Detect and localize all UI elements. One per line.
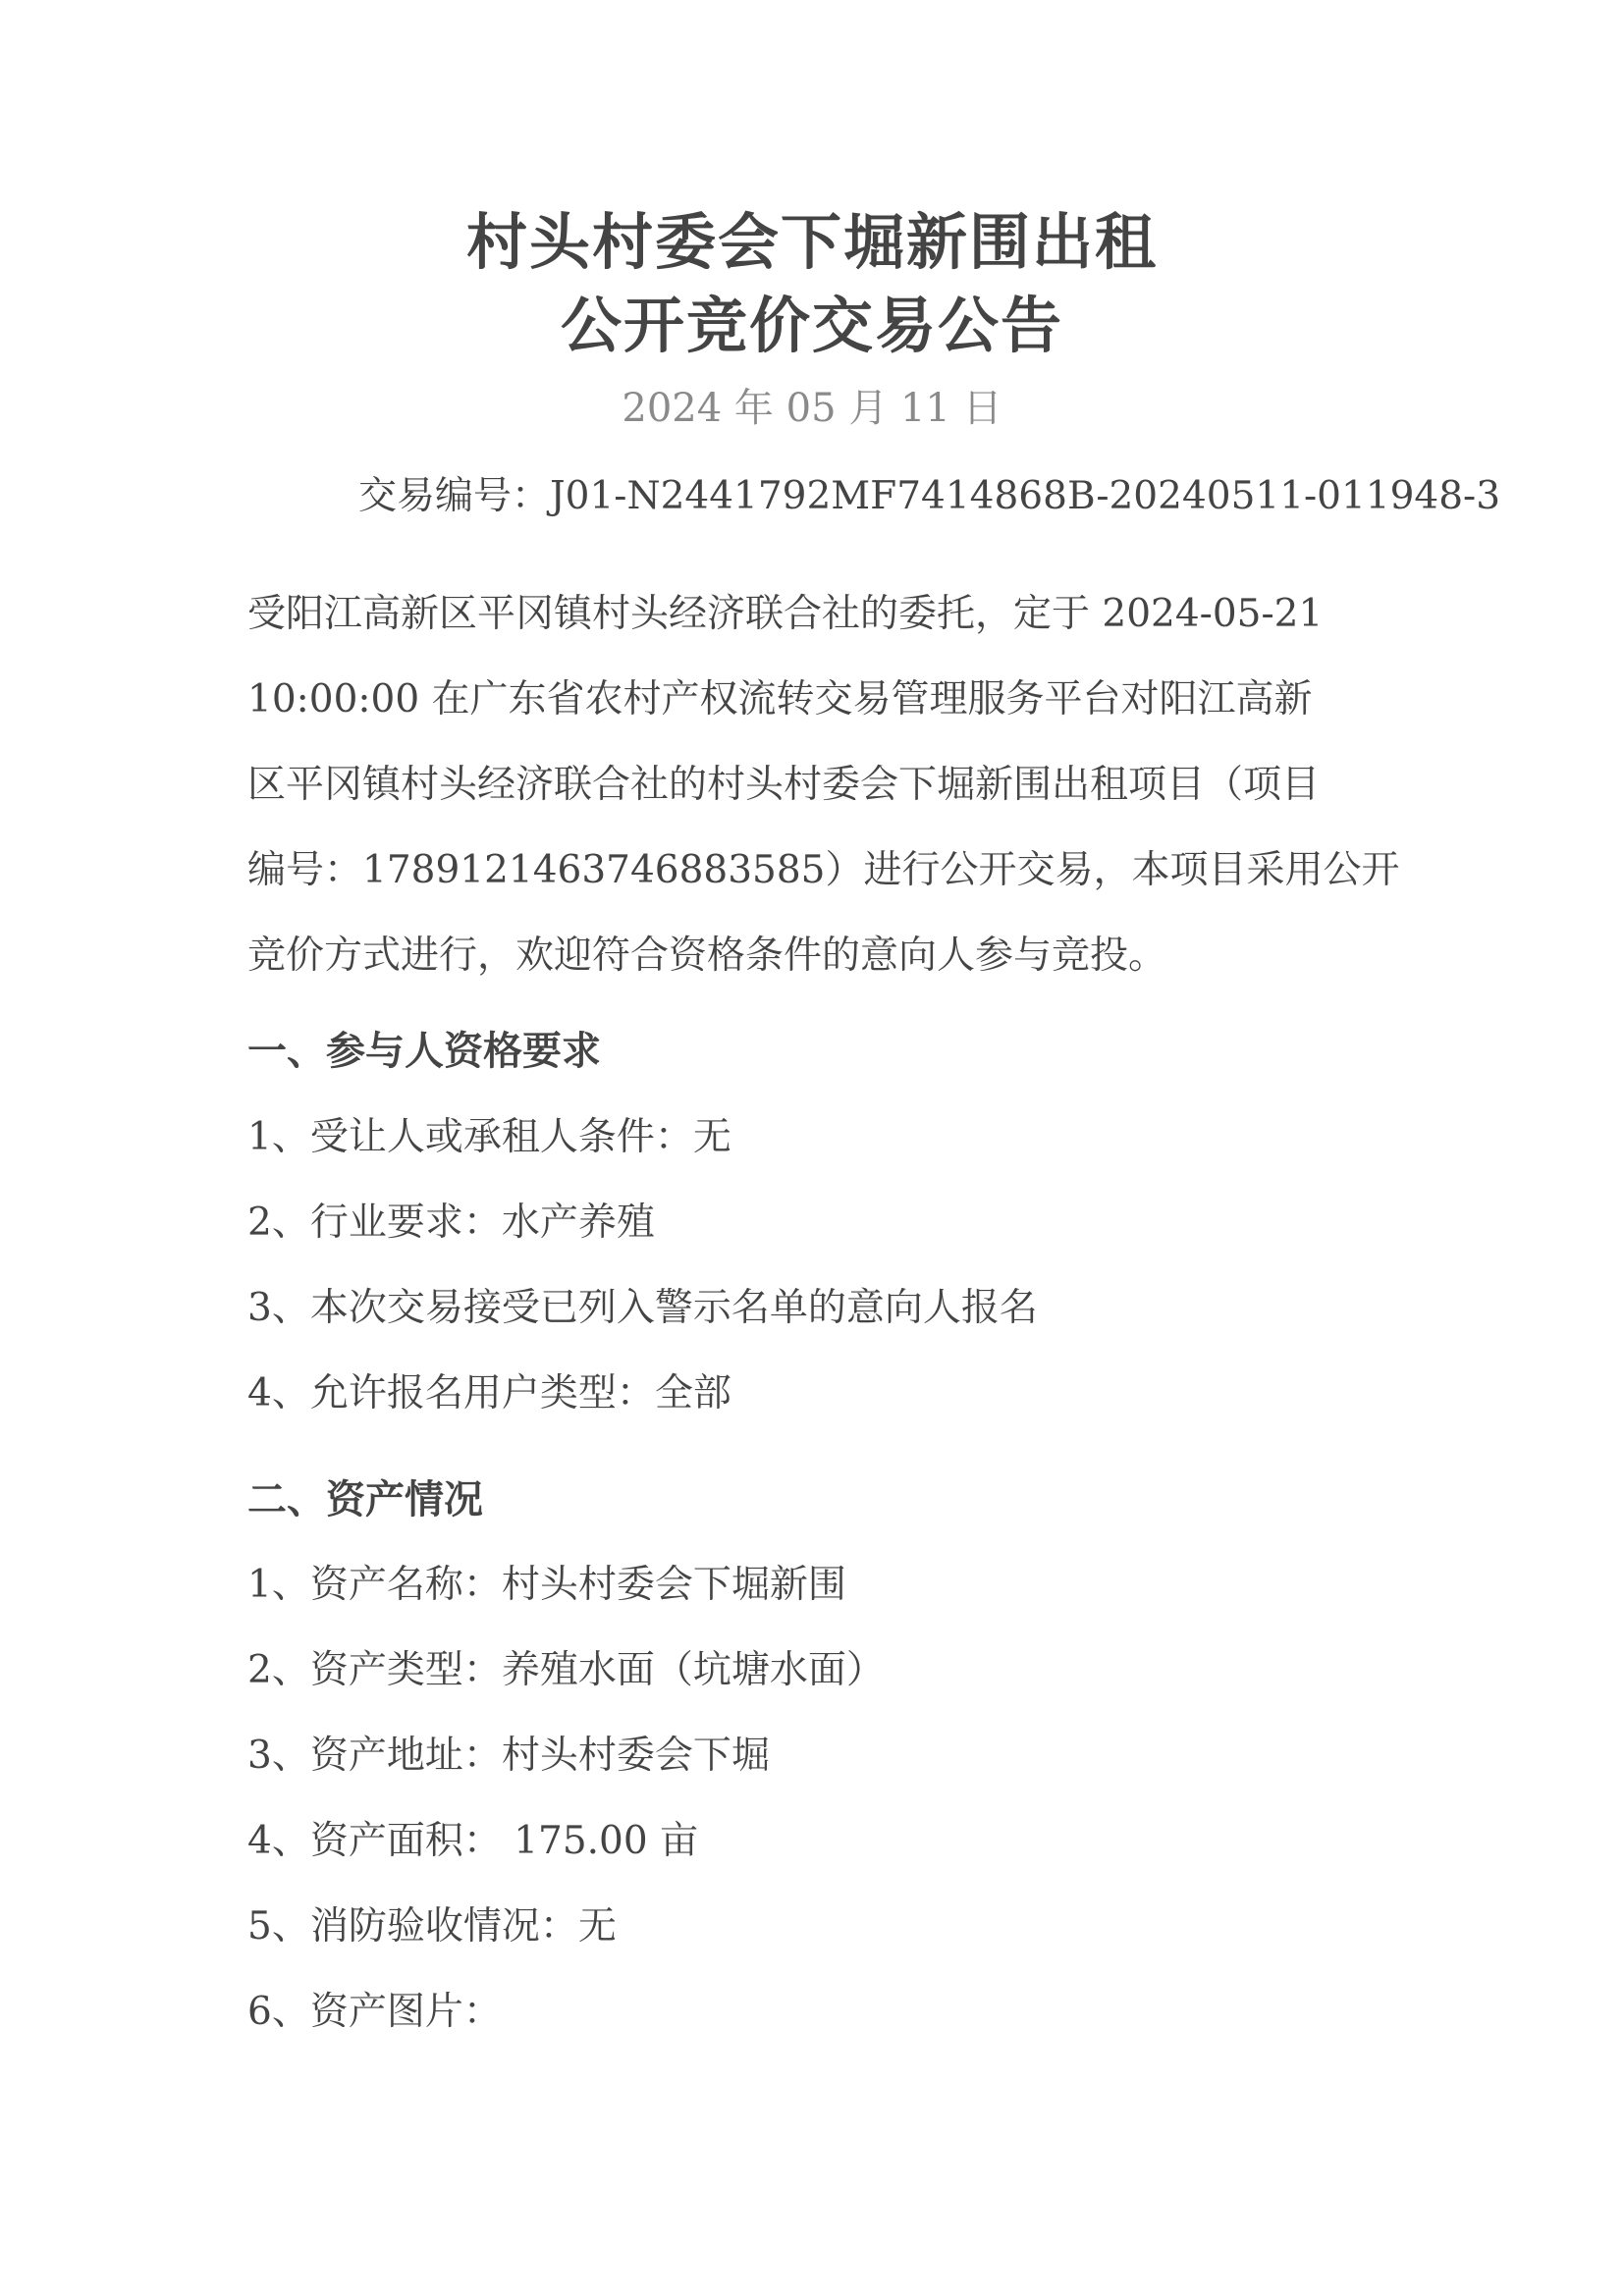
qualification-item: 1、受让人或承租人条件：无 [247,1115,731,1159]
qualification-item: 2、行业要求：水产养殖 [247,1201,655,1245]
asset-item: 5、消防验收情况：无 [247,1904,617,1949]
intro-line: 区平冈镇村头经济联合社的村头村委会下堀新围出租项目（项目 [247,763,1321,807]
section-heading-assets: 二、资产情况 [247,1477,483,1522]
intro-line: 竞价方式进行，欢迎符合资格条件的意向人参与竞投。 [247,934,1167,978]
asset-item: 3、资产地址：村头村委会下堀 [247,1734,770,1778]
section-heading-qualifications: 一、参与人资格要求 [247,1029,601,1074]
intro-line: 编号：1789121463746883585）进行公开交易，本项目采用公开 [247,848,1400,892]
qualification-item: 3、本次交易接受已列入警示名单的意向人报名 [247,1286,1038,1330]
intro-paragraph [247,571,1400,998]
asset-item: 4、资产面积： 175.00 亩 [247,1819,699,1863]
document-date: 2024 年 05 月 11 日 [622,386,1002,431]
asset-item: 1、资产名称：村头村委会下堀新围 [247,1563,846,1607]
transaction-number: 交易编号：J01-N2441792MF7414868B-20240511-011948-3 [358,474,1501,518]
intro-line: 受阳江高新区平冈镇村头经济联合社的委托，定于 2024-05-21 [247,592,1324,636]
intro-line: 10:00:00 在广东省农村产权流转交易管理服务平台对阳江高新 [247,677,1313,721]
document-title-line1: 村头村委会下堀新围出租 [465,206,1158,278]
document-title-line2: 公开竞价交易公告 [560,290,1063,361]
asset-item: 2、资产类型：养殖水面（坑塘水面） [247,1648,885,1692]
qualification-item: 4、允许报名用户类型：全部 [247,1371,731,1415]
asset-item: 6、资产图片： [247,1990,502,2034]
